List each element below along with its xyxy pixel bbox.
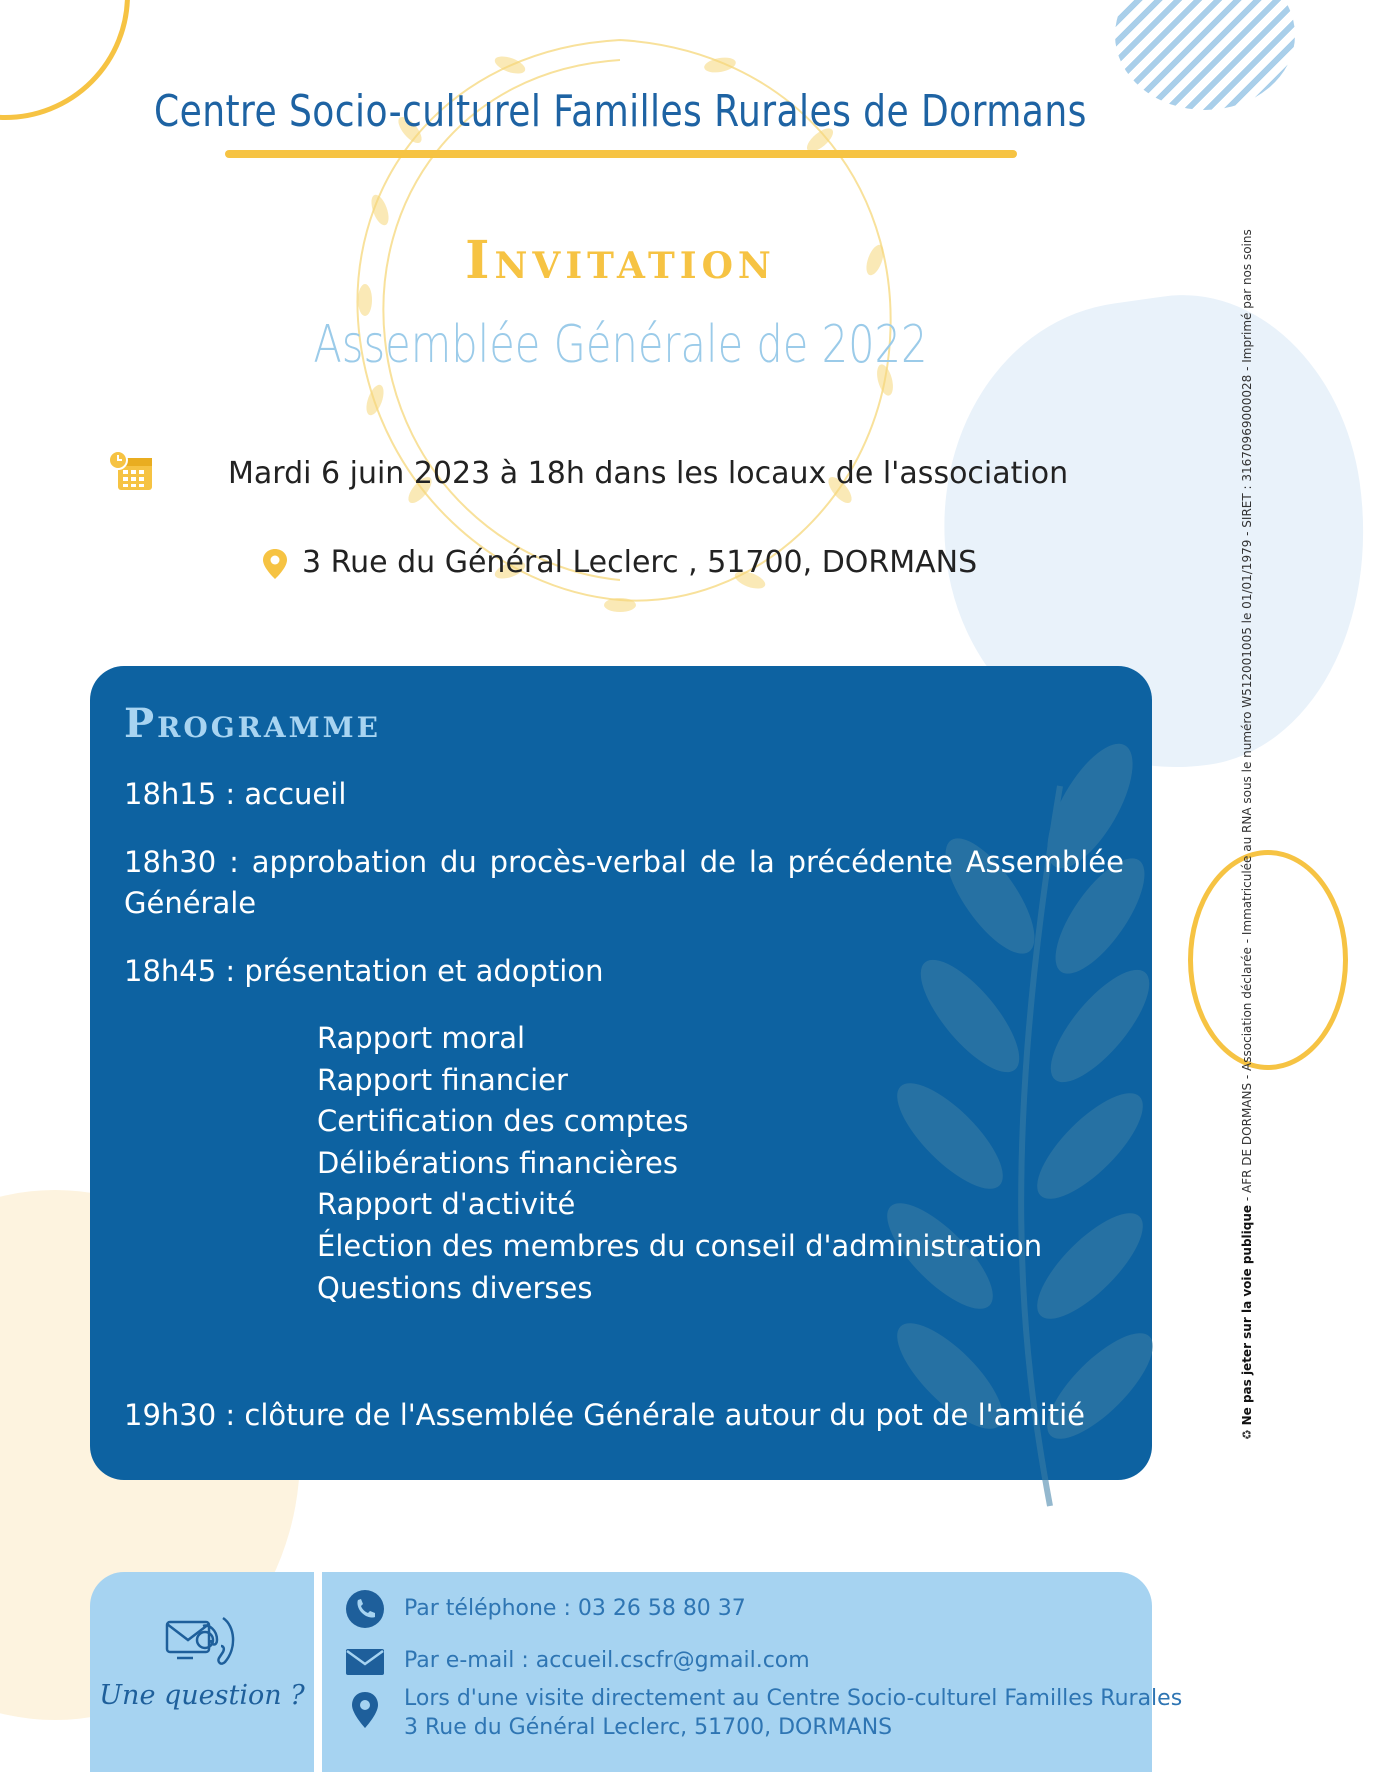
programme-item: 18h15 : accueil — [124, 777, 347, 811]
programme-sub-item: Délibérations financières — [317, 1145, 678, 1180]
title-underline — [225, 150, 1017, 158]
programme-item: 18h30 : approbation du procès-verbal de la précédente Assemblée Générale — [124, 845, 1124, 920]
question-label: Une question ? — [99, 1680, 305, 1711]
contact-mail-phone-icon — [165, 1612, 245, 1668]
decorative-stripes-top-right — [1115, 0, 1295, 110]
decorative-ring-top-left — [0, 0, 130, 120]
programme-sub-item: Élection des membres du conseil d'administration — [317, 1228, 1043, 1263]
footer-question-box — [90, 1572, 314, 1772]
legal-notice — [1240, 229, 1254, 1440]
programme-sub-item: Rapport moral — [317, 1021, 526, 1055]
event-address: 3 Rue du Général Leclerc , 51700, DORMANS — [302, 545, 978, 580]
programme-item: 18h45 : présentation et adoption — [124, 954, 604, 988]
location-pin-icon — [352, 1692, 378, 1728]
programme-panel — [90, 666, 1152, 1480]
visit-line-2: 3 Rue du Général Leclerc, 51700, DORMANS — [404, 1715, 893, 1740]
decorative-ring-right — [1188, 850, 1348, 1070]
legal-notice-bold: Ne pas jeter sur la voie publique — [1240, 1204, 1254, 1426]
event-date: Mardi 6 juin 2023 à 18h dans les locaux de l'association — [228, 456, 1069, 491]
map-pin-icon — [263, 549, 287, 579]
programme-sub-item: Questions diverses — [317, 1270, 593, 1305]
programme-sub-item: Certification des comptes — [317, 1104, 689, 1139]
email-icon — [346, 1643, 384, 1681]
organization-title: Centre Socio-culturel Familles Rurales de Dormans — [154, 86, 1087, 137]
recycle-icon: ♻ — [1240, 1425, 1254, 1440]
visit-line-1: Lors d'une visite directement au Centre Socio-culturel Familles Rurales — [404, 1686, 1183, 1711]
programme-sub-list — [317, 1018, 1042, 1309]
assembly-subtitle: Assemblée Générale de 2022 — [313, 315, 928, 375]
programme-heading: Programme — [124, 700, 381, 747]
programme-closing: 19h30 : clôture de l'Assemblée Générale autour du pot de l'amitié — [124, 1398, 1085, 1432]
calendar-clock-icon — [108, 450, 154, 492]
phone-contact[interactable]: Par téléphone : 03 26 58 80 37 — [404, 1596, 746, 1621]
invitation-heading: Invitation — [465, 230, 776, 291]
email-contact[interactable]: Par e-mail : accueil.cscfr@gmail.com — [404, 1648, 810, 1673]
programme-sub-item: Rapport financier — [317, 1062, 568, 1097]
phone-icon — [346, 1590, 384, 1628]
legal-notice-text: - AFR DE DORMANS - Association déclarée - Immatriculée au RNA sous le numéro W512001005 le 01/01/1979 - SIRET : 31670969000028 - Imprimé par nos soins — [1240, 229, 1254, 1205]
programme-sub-item: Rapport d'activité — [317, 1187, 576, 1222]
